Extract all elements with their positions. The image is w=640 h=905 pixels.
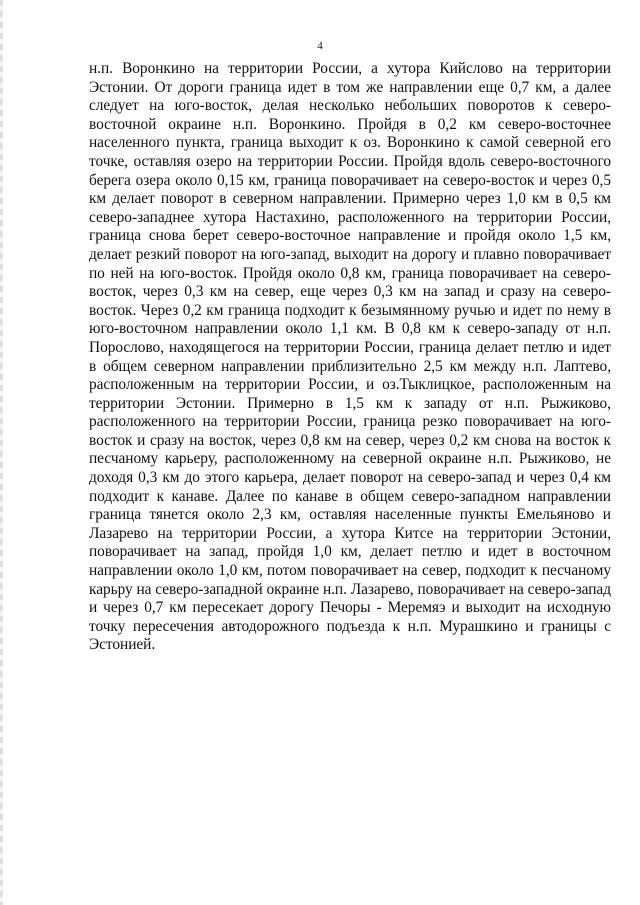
page-number: 4 — [317, 40, 323, 52]
scanned-page-edge — [0, 0, 3, 905]
body-paragraph: н.п. Воронкино на территории России, а хутора Кийслово на территории Эстонии. От дороги граница идет в том же направлении еще 0,7 км, а далее следует на юго-восток, делая несколько небольших поворотов к северо-восточной окраине н.п. Воронкино. Пройдя в 0,2 км северо-восточнее населенного пункта, граница выходит к оз. Воронкино к самой северной его точке, оставляя озеро на территории России. Пройдя вдоль северо-восточного берега озера около 0,15 км, граница поворачивает на северо-восток и через 0,5 км делает поворот в северном направлении. Примерно через 1,0 км в 0,5 км северо-западнее хутора Настахино, расположенного на территории России, граница снова берет северо-восточное направление и пройдя около 1,5 км, делает резкий поворот на юго-запад, выходит на дорогу и плавно поворачивает по ней на юго-восток. Пройдя около 0,8 км, граница поворачивает на северо-восток, через 0,3 км на север, еще через 0,3 км на запад и сразу на северо-восток. Через 0,2 км граница подходит к безымянному ручью и идет по нему в юго-восточном направлении около 1,1 км. В 0,8 км к северо-западу от н.п. Порослово, находящегося на территории России, граница делает петлю и идет в общем северном направлении приблизительно 2,5 км между н.п. Лаптево, расположенным на территории России, и оз.Тыклицкое, расположенным на территории Эстонии. Примерно в 1,5 км к западу от н.п. Рыжиково, расположенного на территории России, граница резко поворачивает на юго-восток и сразу на восток, через 0,8 км на север, через 0,2 км снова на восток к песчаному карьеру, расположенному на северной окраине н.п. Рыжиково, не доходя 0,3 км до этого карьера, делает поворот на северо-запад и через 0,4 км подходит к канаве. Далее по канаве в общем северо-западном направлении граница тянется около 2,3 км, оставляя населенные пункты Емельяново и Лазарево на территории России, а хутора Китсе на территории Эстонии, поворачивает на запад, пройдя 1,0 км, делает петлю и идет в восточном направлении около 1,0 км, потом поворачивает на север, подходит к песчаному карьру на северо-западной окраине н.п. Лазарево, поворачивает на северо-запад и через 0,7 км пересекает дорогу Печоры - Меремяэ и выходит на исходную точку пересечения автодорожного подъезда к н.п. Мурашкино и границы с Эстонией. — [89, 60, 611, 654]
